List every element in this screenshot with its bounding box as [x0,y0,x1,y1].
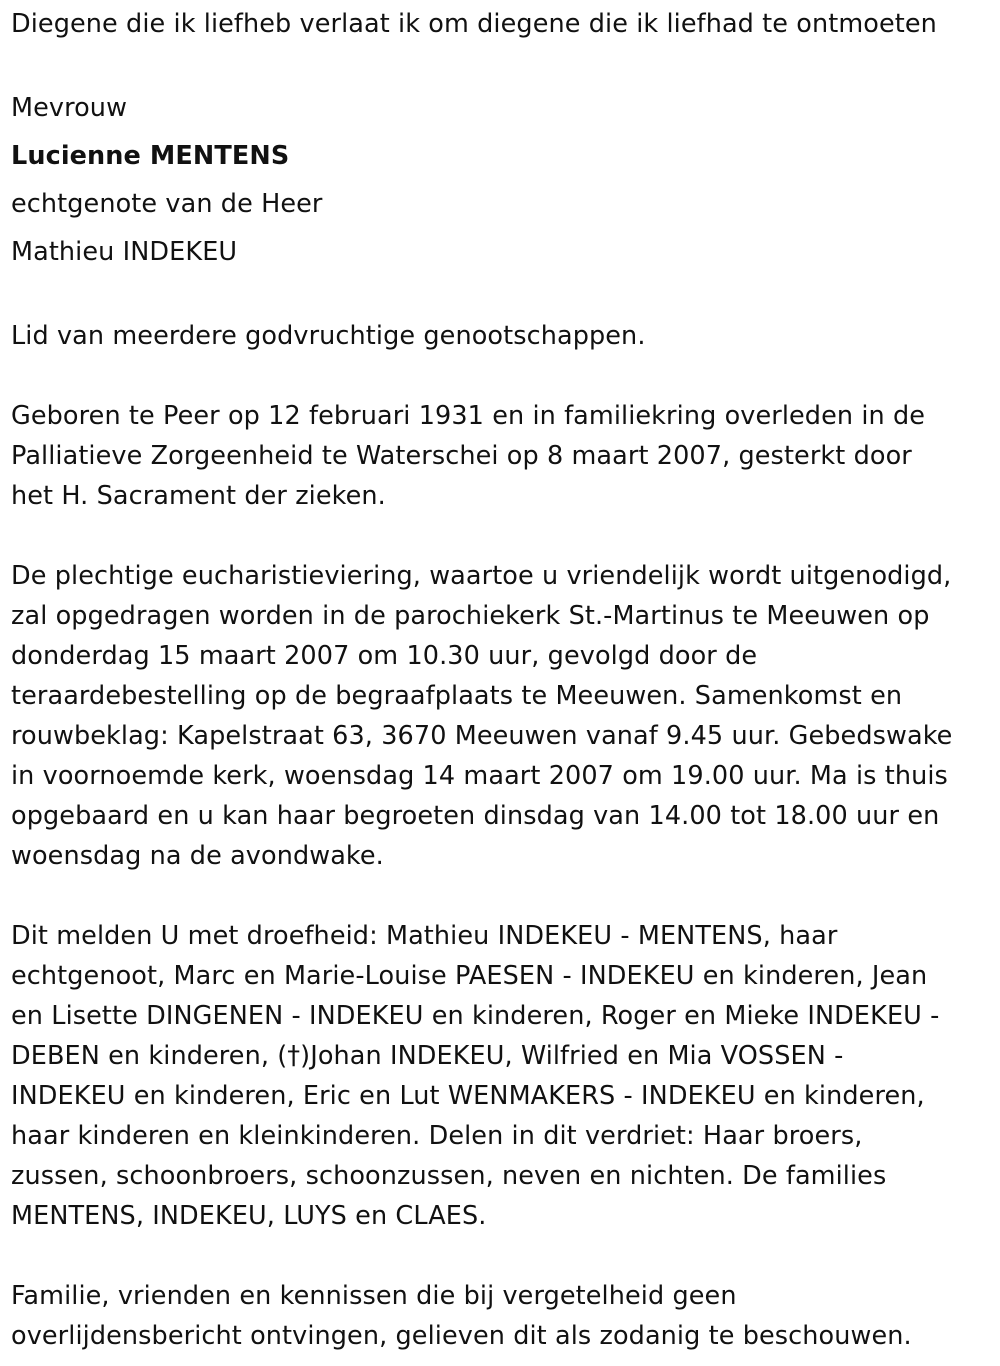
closing-paragraph: Familie, vrienden en kennissen die bij vergetelheid geen overlijdensbericht ontvingen, gelieven dit als zodanig te beschouwen. [11,1281,912,1351]
announcement-paragraph: Dit melden U met droefheid: Mathieu INDEKEU - MENTENS, haar echtgenoot, Marc en Marie-Louise PAESEN - INDEKEU en kinderen, Jean en Lisette DINGENEN - INDEKEU en kinderen, Roger en Mieke INDEKEU - DEBEN en kinderen, (†)Johan INDEKEU, Wilfried en Mia VOSSEN - INDEKEU en kinderen, Eric en Lut WENMAKERS - INDEKEU en kinderen, haar kinderen en kleinkinderen. Delen in dit verdriet: Haar broers, zussen, schoonbroers, schoonzussen, neven en nichten. De families MENTENS, INDEKEU, LUYS en CLAES. [11,921,940,1231]
motto-text: Diegene die ik liefheb verlaat ik om diegene die ik liefhad te ontmoeten [11,9,937,39]
ceremony-paragraph: De plechtige eucharistieviering, waartoe u vriendelijk wordt uitgenodigd, zal opgedragen worden in de parochiekerk St.-Martinus te Meeuwen op donderdag 15 maart 2007 om 10.30 uur, gevolgd door de teraardebestelling op de begraafplaats te Meeuwen. Samenkomst en rouwbeklag: Kapelstraat 63, 3670 Meeuwen vanaf 9.45 uur. Gebedswake in voornoemde kerk, woensdag 14 maart 2007 om 19.00 uur. Ma is thuis opgebaard en u kan haar begroeten dinsdag van 14.00 tot 18.00 uur en woensdag na de avondwake. [11,561,953,871]
membership-text: Lid van meerdere godvruchtige genootschappen. [11,321,646,351]
person-relation: echtgenote van de Heer [11,189,323,219]
spouse-name: Mathieu INDEKEU [11,237,238,267]
birth-death-paragraph: Geboren te Peer op 12 februari 1931 en in familiekring overleden in de Palliatieve Zorgeenheid te Waterschei op 8 maart 2007, gesterkt door het H. Sacrament der zieken. [11,401,926,511]
person-name: Lucienne MENTENS [11,141,290,171]
person-title: Mevrouw [11,93,128,123]
